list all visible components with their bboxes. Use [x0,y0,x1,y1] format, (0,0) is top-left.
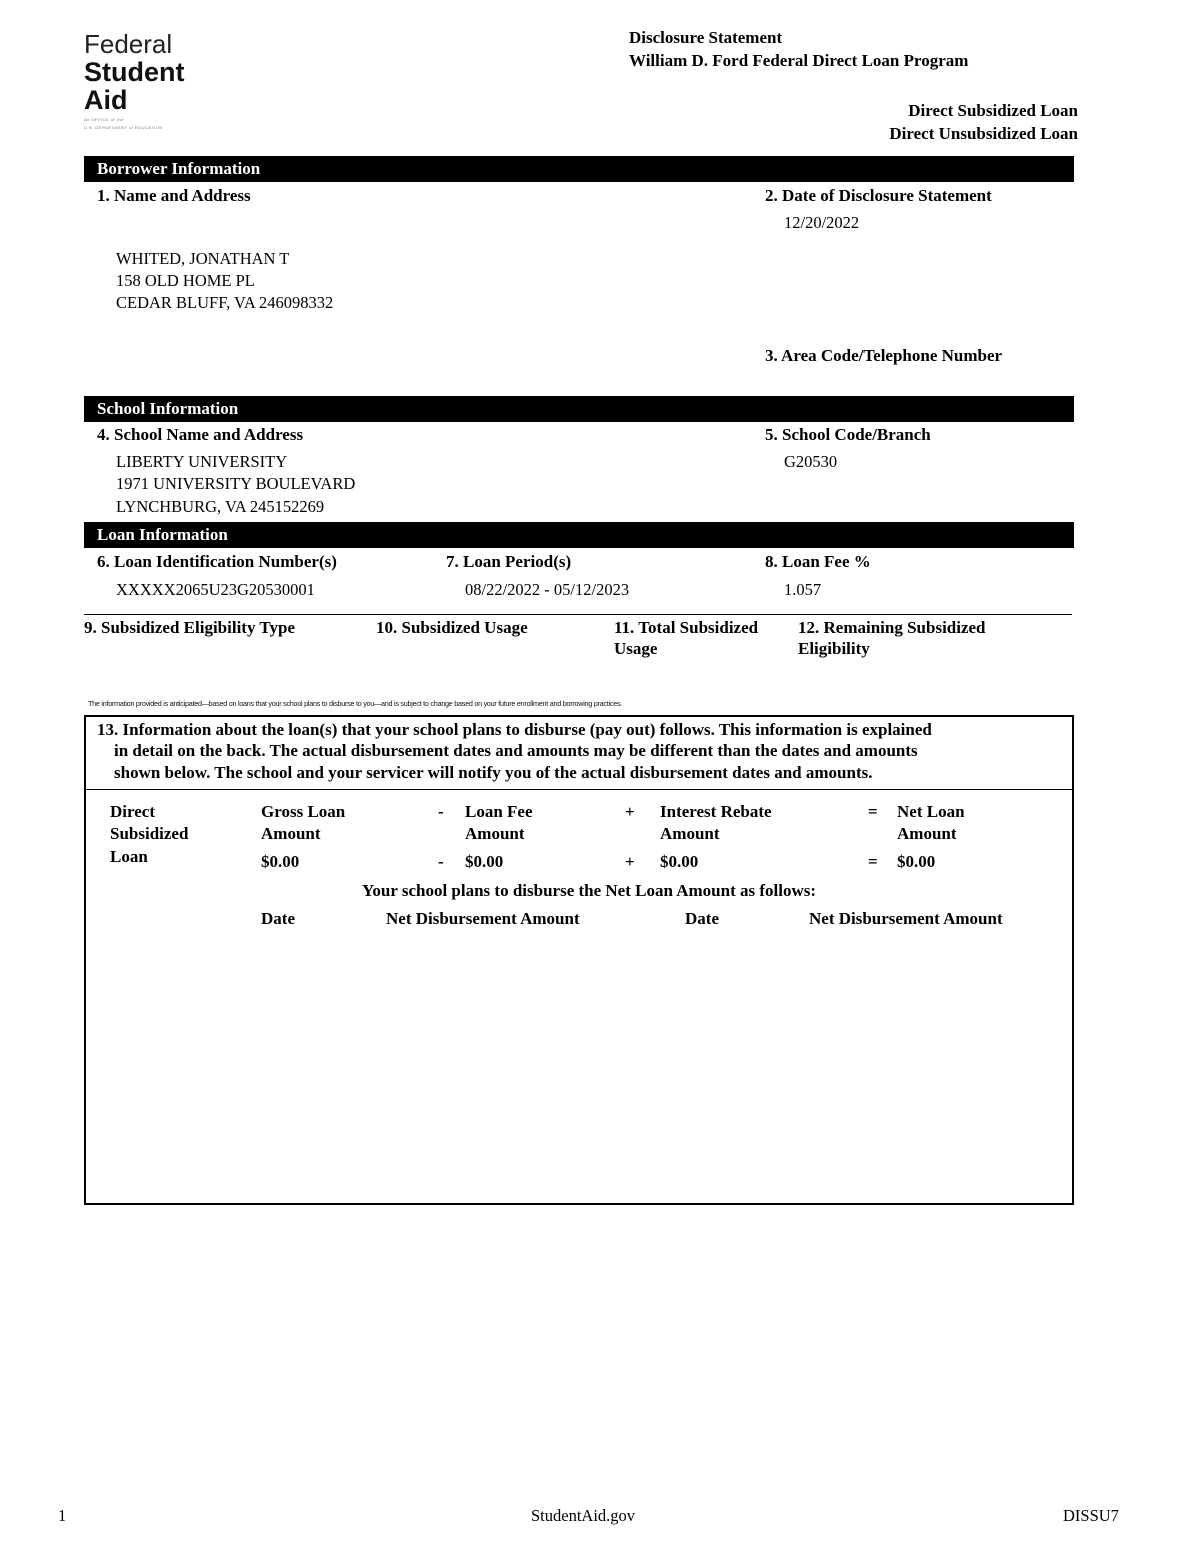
section13-text-line-2: in detail on the back. The actual disbursement dates and amounts may be different than the dates and amounts [114,741,918,760]
fee-amount-label-2: Amount [465,824,525,843]
gross-amount-label-2: Amount [261,824,321,843]
section13-text-line-3: shown below. The school and your servicer will notify you of the actual disbursement dates and amounts. [114,763,873,782]
equals-operator-value-row: = [868,852,878,871]
disbursement-box [84,715,1074,1205]
disbursement-box-divider [86,789,1072,790]
loan-name-line-2: Subsidized [110,824,189,843]
statement-title: Disclosure Statement [629,28,783,47]
anticipated-notice: The information provided is anticipated—based on loans that your school plans to disburse to you—and is subject to change based on your future enrollment and borrowing practices. [88,699,623,708]
loan-name-line-3: Loan [110,847,148,866]
school-code-value: G20530 [784,452,838,471]
gross-amount-label-1: Gross Loan [261,802,346,821]
form-code: DISSU7 [1063,1506,1119,1525]
disbursement-plan-text: Your school plans to disburse the Net Loan Amount as follows: [362,881,817,900]
loan-section-header [84,522,1074,548]
school-name-label: 4. School Name and Address [97,425,304,444]
disbursement-amount-header-1: Net Disbursement Amount [386,909,580,928]
page-number: 1 [58,1506,67,1525]
plus-operator: + [625,802,635,821]
subsidized-usage-label: 10. Subsidized Usage [376,618,528,637]
loan-period-label: 7. Loan Period(s) [446,552,572,571]
loan-fee-label: 8. Loan Fee % [765,552,871,571]
section13-text-line-1: 13. Information about the loan(s) that your school plans to disburse (pay out) follows. This information is explained [97,720,932,739]
remaining-eligibility-label-1: 12. Remaining Subsidized [798,618,986,637]
fee-amount-value: $0.00 [465,852,504,871]
net-amount-value: $0.00 [897,852,936,871]
disbursement-amount-header-2: Net Disbursement Amount [809,909,1003,928]
rebate-amount-label-2: Amount [660,824,720,843]
borrower-section-title: Borrower Information [97,159,261,178]
total-usage-label-2: Usage [614,639,658,658]
school-section-header [84,396,1074,422]
loan-type-unsubsidized: Direct Unsubsidized Loan [889,124,1078,143]
net-amount-label-2: Amount [897,824,957,843]
fee-amount-label-1: Loan Fee [465,802,533,821]
program-name: William D. Ford Federal Direct Loan Program [629,51,969,70]
borrower-name: WHITED, JONATHAN T [116,249,290,268]
loan-id-label: 6. Loan Identification Number(s) [97,552,337,571]
borrower-section-header [84,156,1074,182]
disbursement-date-header-2: Date [685,909,719,928]
plus-operator-value-row: + [625,852,635,871]
loan-id-value: XXXXX2065U23G20530001 [116,580,315,599]
logo-line-aid: Aid [84,85,128,115]
logo-line-student: Student [84,57,185,87]
school-section-title: School Information [97,399,239,418]
eligibility-type-label: 9. Subsidized Eligibility Type [84,618,295,637]
minus-operator-value-row: - [438,852,444,871]
school-code-label: 5. School Code/Branch [765,425,931,444]
logo-tagline-2: U.S. DEPARTMENT of EDUCATION [84,125,163,130]
loan-fee-value: 1.057 [784,580,822,599]
gross-amount-value: $0.00 [261,852,300,871]
rebate-amount-label-1: Interest Rebate [660,802,772,821]
disbursement-date-header-1: Date [261,909,295,928]
total-usage-label-1: 11. Total Subsidized [614,618,759,637]
disclosure-date-value: 12/20/2022 [784,213,860,232]
borrower-address-line-1: 158 OLD HOME PL [116,271,255,290]
rebate-amount-value: $0.00 [660,852,699,871]
loan-period-value: 08/22/2022 - 05/12/2023 [465,580,630,599]
footer-site: StudentAid.gov [531,1506,636,1525]
net-amount-label-1: Net Loan [897,802,965,821]
minus-operator: - [438,802,444,821]
borrower-address-line-2: CEDAR BLUFF, VA 246098332 [116,293,334,312]
loan-name-line-1: Direct [110,802,155,821]
telephone-label: 3. Area Code/Telephone Number [765,346,1003,365]
loan-section-title: Loan Information [97,525,228,544]
logo-tagline-1: An OFFICE of the [84,117,124,122]
school-address-line-2: LYNCHBURG, VA 245152269 [116,497,325,516]
equals-operator: = [868,802,878,821]
school-address-line-1: 1971 UNIVERSITY BOULEVARD [116,474,356,493]
remaining-eligibility-label-2: Eligibility [798,639,870,658]
disclosure-date-label: 2. Date of Disclosure Statement [765,186,992,205]
logo-line-federal: Federal [84,29,173,59]
loan-info-divider [84,614,1072,615]
name-address-label: 1. Name and Address [97,186,251,205]
loan-type-subsidized: Direct Subsidized Loan [908,101,1078,120]
school-name: LIBERTY UNIVERSITY [116,452,288,471]
